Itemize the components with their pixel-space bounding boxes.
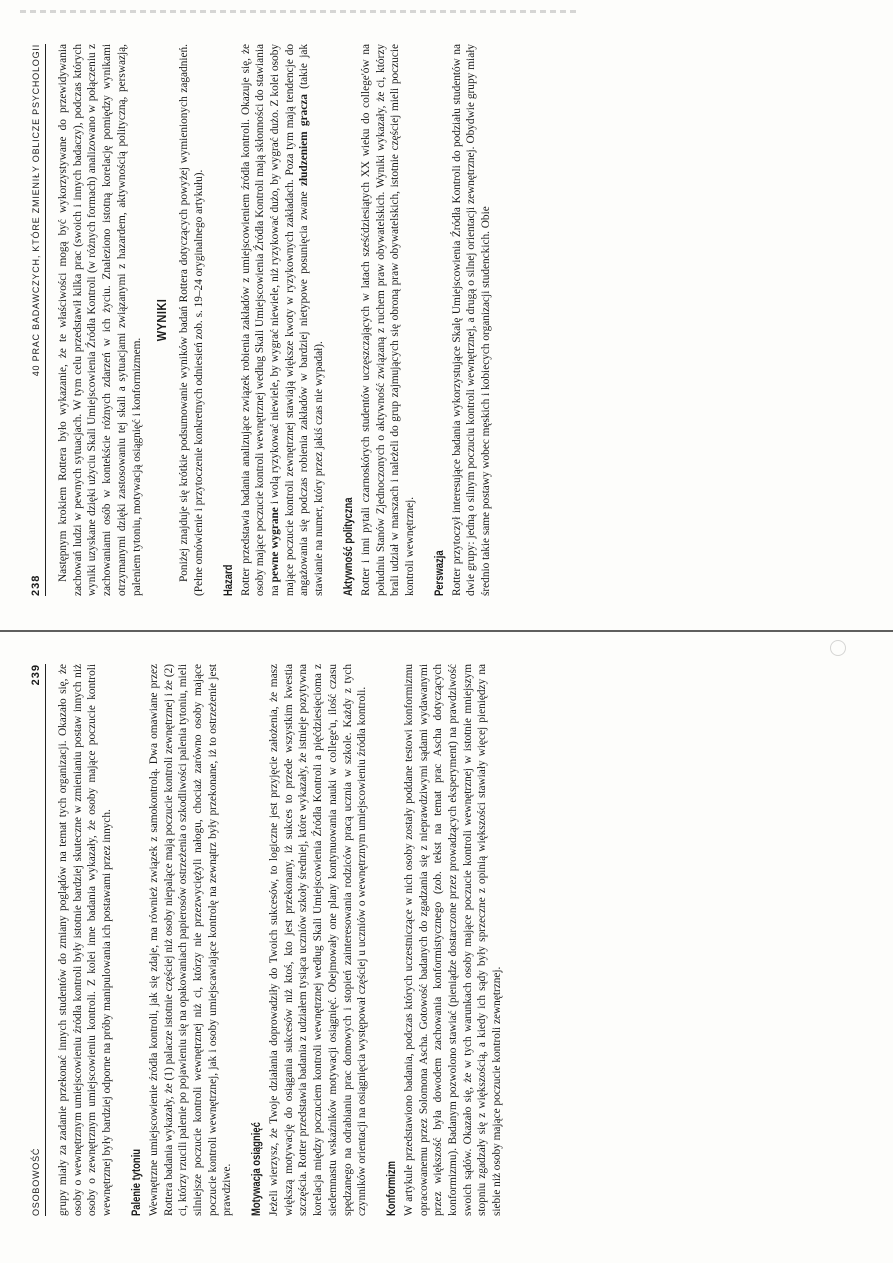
heading-motivation: Motywacja osiągnięć: [251, 1122, 264, 1216]
heading-hazard: Hazard: [222, 564, 235, 596]
motivation-paragraph: Jeżeli wierzysz, że Twoje działania doprowadziły do Twoich sukcesów, to logiczne jest przyjęcie założenia, że masz większą motywację do osiągania sukcesów niż ktoś, kto jest przekonany, iż sukces to przede wszystkim kwestia szczęścia. Rotter przedstawia badania z udziałem tysiąca uczniów szkoły średniej, które wykazały, że istnieje pozytywna korelacja między poczuciem kontroli wewnętrznej według Skali Umiejscowienia Źródła Kontroli a pięćdziesięcioma z siedemnastu wskaźników motywacji osiągnięć. Obejmowały one plany kontynuowania nauki w college'u, ilość czasu spędzanego na odrabianiu prac domowych i stopień zainteresowania rodziców pracą ucznia w szkole. Każdy z tych czynników orientacji na osiągnięcia występował częściej u uczniów o wewnętrznym umiejscowieniu źródła kontroli.: [268, 664, 369, 1216]
page-239: [20, 650, 840, 1230]
continuation-paragraph: grupy miały za zadanie przekonać innych studentów do zmiany poglądów na temat tych organizacji. Okazało się, że osoby o wewnętrznym umiejscowieniu źródła kontroli były istotnie bardziej skuteczne w zmienianiu postaw innych niż osoby o zewnętrznym umiejscowieniu kontroli. Z kolei inne badania wykazały, że osoby mające poczucie kontroli wewnętrznej były bardziej odporne na próby manipulowania ich postawami przez innych.: [57, 664, 114, 1216]
conformity-paragraph: W artykule przedstawiono badania, podczas których uczestniczące w nich osoby zostały poddane testowi konformizmu opracowanemu przez Solomona Ascha. Gotowość badanych do zgadzania się z nieprawdziwymi sądami wydawanymi przez większość była dowodem zachowania konformistycznego (zob. tekst na temat prac Ascha dotyczących konformizmu). Badanym pozwolono stawiać (pieniądze dostarczone przez prowadzących eksperyment) na prawdziwość swoich sądów. Okazało się, że w tych warunkach osoby mające poczucie kontroli wewnętrznej w istotnie mniejszym stopniu zgadzały się z większością, a kiedy ich sądy były sprzeczne z opinią większości stawiały więcej pieniędzy na siebie niż osoby mające poczucie kontroli zewnętrznej.: [402, 664, 504, 1216]
term-pewne-wygrane: pewne wygrane: [269, 507, 282, 583]
page-238: [20, 30, 840, 610]
section-title-wyniki: WYNIKI: [154, 298, 170, 342]
persuasion-paragraph: Rotter przytoczył interesujące badania wykorzystujące Skalę Umiejscowienia Źródła Kontroli do podziału studentów na dwie grupy: jedną o silnym poczuciu kontroli wewnętrznej, a drugą o silnej orientacji zewnętrznej. Obydwie grupy miały średnio takie same postawy wobec męskich i kobiecych organizacji studenckich. Obie: [450, 44, 493, 596]
running-head-238: [30, 44, 46, 596]
heading-smoking: Palenie tytoniu: [130, 1148, 143, 1216]
heading-politics: Aktywność polityczna: [342, 497, 355, 596]
scan-artifact: [20, 10, 580, 13]
intro-paragraph: Następnym krokiem Rottera było wykazanie, że te właściwości mogą być wykorzystywane do przewidywania zachowań ludzi w pewnych sytuacjach. W tym celu przedstawił kilka prac (swoich i innych badaczy), podczas których wyniki uzyskane dzięki użyciu Skali Umiejscowienia Źródła Kontroli (w różnych formach) analizowano w połączeniu z zachowaniami osób w kontekście różnych zdarzeń w ich życiu. Znaleziono istotną korelację pomiędzy wynikami otrzymanymi dzięki zastosowaniu tej skali a sytuacjami związanymi z hazardem, aktywnością polityczną, perswazją, paleniem tytoniu, motywacją osiągnięć i konformizmem.: [57, 44, 143, 596]
hazard-paragraph: Rotter przedstawia badania analizujące związek robienia zakładów z umiejscowieniem źródła kontroli. Okazuje się, że osoby mające poczucie kontroli wewnętrznej według Skali Umiejscowienia Źródła Kontroli mają skłonności do stawiania na pewne wygrane i wolą ryzykować niewiele, by wygrać niewiele, niż ryzykować dużo, by wygrać dużo. Z kolei osoby mające poczucie kontroli zewnętrznej stawiają większe kwoty w ryzykownych zakładach. Poza tym mają tendencje do angażowania się podczas robienia zakładów w bardziej nietypowe posunięcia zwane złudzeniem gracza (takie jak stawianie na numer, który przez jakiś czas nie wypadał).: [239, 44, 326, 596]
running-head-title: OSOBOWOŚĆ: [31, 1147, 41, 1216]
running-head-239: [30, 664, 46, 1216]
page-number: 238: [30, 574, 42, 596]
running-head-title: 40 PRAC BADAWCZYCH, KTÓRE ZMIENIŁY OBLICZE PSYCHOLOGII: [31, 44, 41, 377]
results-intro: Poniżej znajduje się krótkie podsumowanie wyników badań Rottera dotyczących powyżej wymienionych zagadnień. (Pełne omówienie i przytoczenie konkretnych odniesień zob. s. 19–24 oryginalnego artykułu).: [178, 44, 205, 596]
heading-conformity: Konformizm: [385, 1160, 398, 1216]
page-number: 239: [30, 664, 42, 686]
heading-persuasion: Perswazja: [433, 550, 446, 596]
smoking-paragraph: Wewnętrzne umiejscowienie źródła kontroli, jak się zdaje, ma również związek z samokontrolą. Dwa omawiane przez Rottera badania wykazały, że (1) palacze istotnie częściej niż osoby niepalące mają poczucie kontroli zewnętrznej i że (2) ci, którzy rzucili palenie po pojawieniu się na opakowaniach papierosów ostrzeżenia o szkodliwości palenia tytoniu, mieli silniejsze poczucie kontroli wewnętrznej niż ci, którzy nie przezwyciężyli nałogu, chociaż zarówno osoby mające poczucie kontroli wewnętrznej, jak i osoby umiejscawiające kontrolę na zewnątrz były przekonane, iż to ostrzeżenie jest prawdziwe.: [147, 664, 234, 1216]
politics-paragraph: Rotter i inni pytali czarnoskórych studentów uczęszczających w latach sześćdziesiątych XX wieku do college'ów na południu Stanów Zjednoczonych o aktywność związaną z ruchem praw obywatelskich. Wyniki wykazały, że ci, którzy brali udział w marszach i należeli do grup zajmujących się obroną praw obywatelskich, istotnie częściej mieli poczucie kontroli wewnętrznej.: [359, 44, 416, 596]
page-fold-line: [0, 630, 893, 632]
term-zludzenie-gracza: złudzeniem gracza: [298, 94, 311, 187]
